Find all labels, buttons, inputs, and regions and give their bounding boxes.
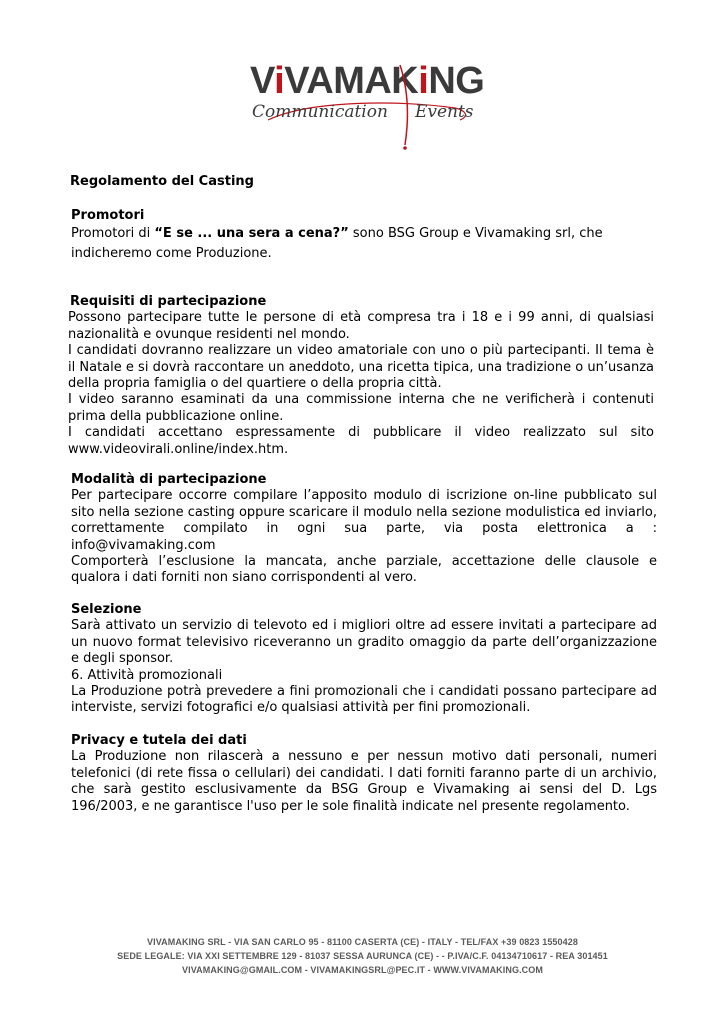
section-heading: Requisiti di partecipazione xyxy=(70,294,267,309)
section-selezione xyxy=(71,602,657,717)
section-requisiti xyxy=(68,294,654,458)
paragraph: I candidati accettano espressamente di pubblicare il video realizzato sul sito www.videovirali.online/index.htm. xyxy=(68,425,654,457)
section-heading: Promotori xyxy=(71,208,145,223)
section-privacy xyxy=(71,733,657,815)
show-title: “E se ... una sera a cena?” xyxy=(154,226,349,242)
paragraph: La Produzione non rilascerà a nessuno e per nessun motivo dati personali, numeri telefonici (di rete fissa o cellulari) dei candidati. I dati forniti faranno parte di un archivio, che sarà gestito esclusivamente da BSG Group e Vivamaking ai sensi del D. Lgs 196/2003, e ne garantisce l'uso per le sole finalità indicate nel presente regolamento. xyxy=(71,749,657,814)
footer-line-2: SEDE LEGALE: VIA XXI SETTEMBRE 129 - 81037 SESSA AURUNCA (CE) - - P.IVA/C.F. 04134710617 - REA 301451 xyxy=(117,951,608,961)
section-promotori xyxy=(71,208,657,264)
promotori-text xyxy=(71,224,657,264)
paragraph: Possono partecipare tutte le persone di età compresa tra i 18 e i 99 anni, di qualsiasi nazionalità e ovunque residenti nel mondo. xyxy=(68,310,654,342)
document-header xyxy=(70,174,656,190)
logo-tagline: Communication Events xyxy=(252,102,474,122)
footer-line-1: VIVAMAKING SRL - VIA SAN CARLO 95 - 81100 CASERTA (CE) - ITALY - TEL/FAX +39 0823 1550428 xyxy=(147,937,578,947)
paragraph: I video saranno esaminati da una commissione interna che ne verificherà i contenuti prima della pubblicazione online. xyxy=(68,392,654,424)
paragraph: La Produzione potrà prevedere a fini promozionali che i candidati possano partecipare ad interviste, servizi fotografici e/o qualsiasi attività per fini promozionali. xyxy=(71,684,657,716)
footer-line-3: VIVAMAKING@GMAIL.COM - VIVAMAKINGSRL@PEC.IT - WWW.VIVAMAKING.COM xyxy=(182,965,543,975)
promotori-prefix: Promotori di xyxy=(71,226,155,242)
section-heading: Modalità di partecipazione xyxy=(71,472,267,487)
section-heading: Privacy e tutela dei dati xyxy=(71,733,247,748)
paragraph: Per partecipare occorre compilare l’apposito modulo di iscrizione on-line pubblicato sul sito nella sezione casting oppure scaricare il modulo nella sezione modulistica ed inviarlo, correttamente compilato in ogni sua parte, via posta elettronica a : info@vivamaking.com xyxy=(71,488,657,553)
paragraph: Sarà attivato un servizio di televoto ed i migliori oltre ad essere invitati a partecipare ad un nuovo format televisivo riceveranno un gradito omaggio da parte dell’organizzazione e degli sponsor. xyxy=(71,618,657,667)
company-logo xyxy=(250,60,485,160)
section-modalita xyxy=(71,472,657,587)
logo-wordmark: ViVAMAKiNG xyxy=(250,60,485,102)
paragraph: Comporterà l’esclusione la mancata, anche parziale, accettazione delle clausole e qualora i dati forniti non siano corrispondenti al vero. xyxy=(71,554,657,586)
document-title: Regolamento del Casting xyxy=(70,174,254,189)
paragraph: 6. Attività promozionali xyxy=(71,667,223,683)
promotori-rest: sono BSG Group e Vivamaking srl, che indicheremo come Produzione. xyxy=(71,226,603,262)
paragraph: I candidati dovranno realizzare un video amatoriale con uno o più partecipanti. Il tema è il Natale e si dovrà raccontare un aneddoto, una ricetta tipica, una tradizione o un’usanza della propria famiglia o del quartiere o della propria città. xyxy=(68,343,654,392)
section-heading: Selezione xyxy=(71,602,142,617)
